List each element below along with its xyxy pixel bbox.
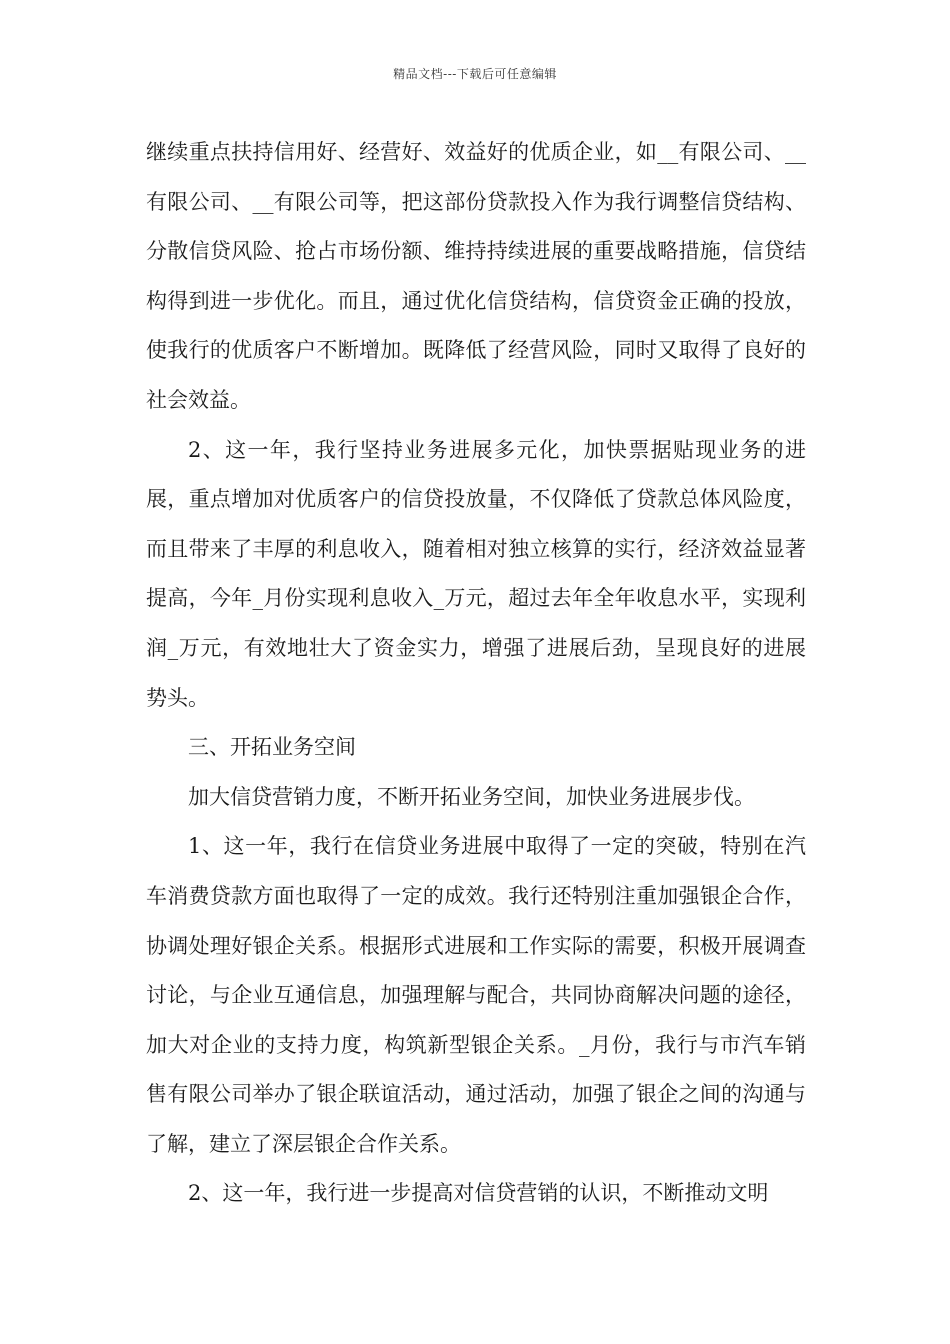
paragraph-credit-structure: 继续重点扶持信用好、经营好、效益好的优质企业，如__有限公司、__有限公司、__有限公司等，把这部份贷款投入作为我行调整信贷结构、分散信贷风险、抢占市场份额、维持持续进展的重要战略措施，信贷结构得到进一步优化。而且，通过优化信贷结构，信贷资金正确的投放，使我行的优质客户不断增加。既降低了经营风险，同时又取得了良好的社会效益。 bbox=[146, 140, 806, 412]
document-body bbox=[146, 128, 806, 1219]
paragraph-marketing-intro: 加大信贷营销力度，不断开拓业务空间，加快业务进展步伐。 bbox=[188, 784, 755, 809]
paragraph-auto-loans: 1、这一年，我行在信贷业务进展中取得了一定的突破，特别在汽车消费贷款方面也取得了一定的成效。我行还特别注重加强银企合作，协调处理好银企关系。根据形式进展和工作实际的需要，积极开展调查讨论，与企业互通信息，加强理解与配合，共同协商解决问题的途径，加大对企业的支持力度，构筑新型银企关系。_月份，我行与市汽车销售有限公司举办了银企联谊活动，通过活动，加强了银企之间的沟通与了解，建立了深层银企合作关系。 bbox=[146, 834, 806, 1156]
page-header: 精品文档---下载后可任意编辑 bbox=[393, 67, 557, 81]
section-heading-expand-business: 三、开拓业务空间 bbox=[188, 735, 356, 760]
paragraph-diversification: 2、这一年，我行坚持业务进展多元化，加快票据贴现业务的进展，重点增加对优质客户的信贷投放量，不仅降低了贷款总体风险度，而且带来了丰厚的利息收入，随着相对独立核算的实行，经济效益显著提高，今年_月份实现利息收入_万元，超过去年全年收息水平，实现利润_万元，有效地壮大了资金实力，增强了进展后劲，呈现良好的进展势头。 bbox=[146, 437, 806, 710]
paragraph-marketing-awareness: 2、这一年，我行进一步提高对信贷营销的认识，不断推动文明 bbox=[188, 1181, 769, 1206]
